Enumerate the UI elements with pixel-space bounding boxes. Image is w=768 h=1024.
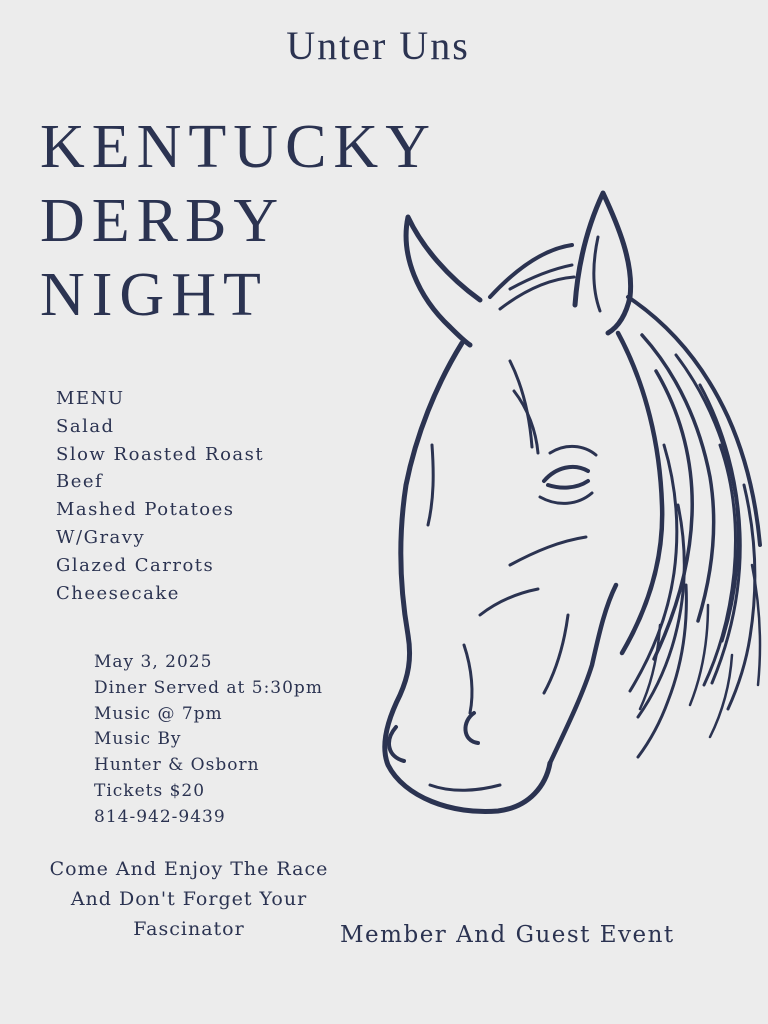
ticket-price: Tickets $20: [94, 780, 206, 801]
dinner-time: Diner Served at 5:30pm: [94, 677, 323, 698]
music-time: Music @ 7pm: [94, 703, 223, 724]
phone-number: 814-942-9439: [94, 806, 226, 827]
menu-item: Glazed Carrots: [56, 554, 215, 576]
menu-item: Mashed Potatoes: [56, 499, 235, 521]
music-performers: Hunter & Osborn: [94, 755, 260, 776]
horse-head-icon: [360, 185, 768, 835]
invite-line: Fascinator: [133, 918, 245, 940]
event-type: Member And Guest Event: [340, 922, 675, 948]
event-details: [94, 650, 323, 831]
invite-line: Come And Enjoy The Race: [49, 858, 329, 880]
organization-name: Unter Uns: [286, 23, 470, 68]
menu-item: Cheesecake: [56, 582, 180, 604]
event-date: May 3, 2025: [94, 652, 213, 672]
menu-item: Salad: [56, 415, 115, 437]
menu-item: W/Gravy: [56, 526, 146, 548]
menu-item: Beef: [56, 471, 104, 493]
invite-line: And Don't Forget Your: [70, 888, 308, 910]
title-line-1: KENTUCKY: [40, 113, 437, 181]
menu-item: Slow Roasted Roast: [56, 443, 265, 465]
title-line-2: DERBY: [40, 187, 286, 255]
menu-heading: MENU: [56, 388, 125, 409]
music-by-label: Music By: [94, 729, 182, 750]
title-line-3: NIGHT: [40, 261, 268, 329]
menu-list: [56, 385, 264, 607]
invite-text: [30, 854, 348, 944]
